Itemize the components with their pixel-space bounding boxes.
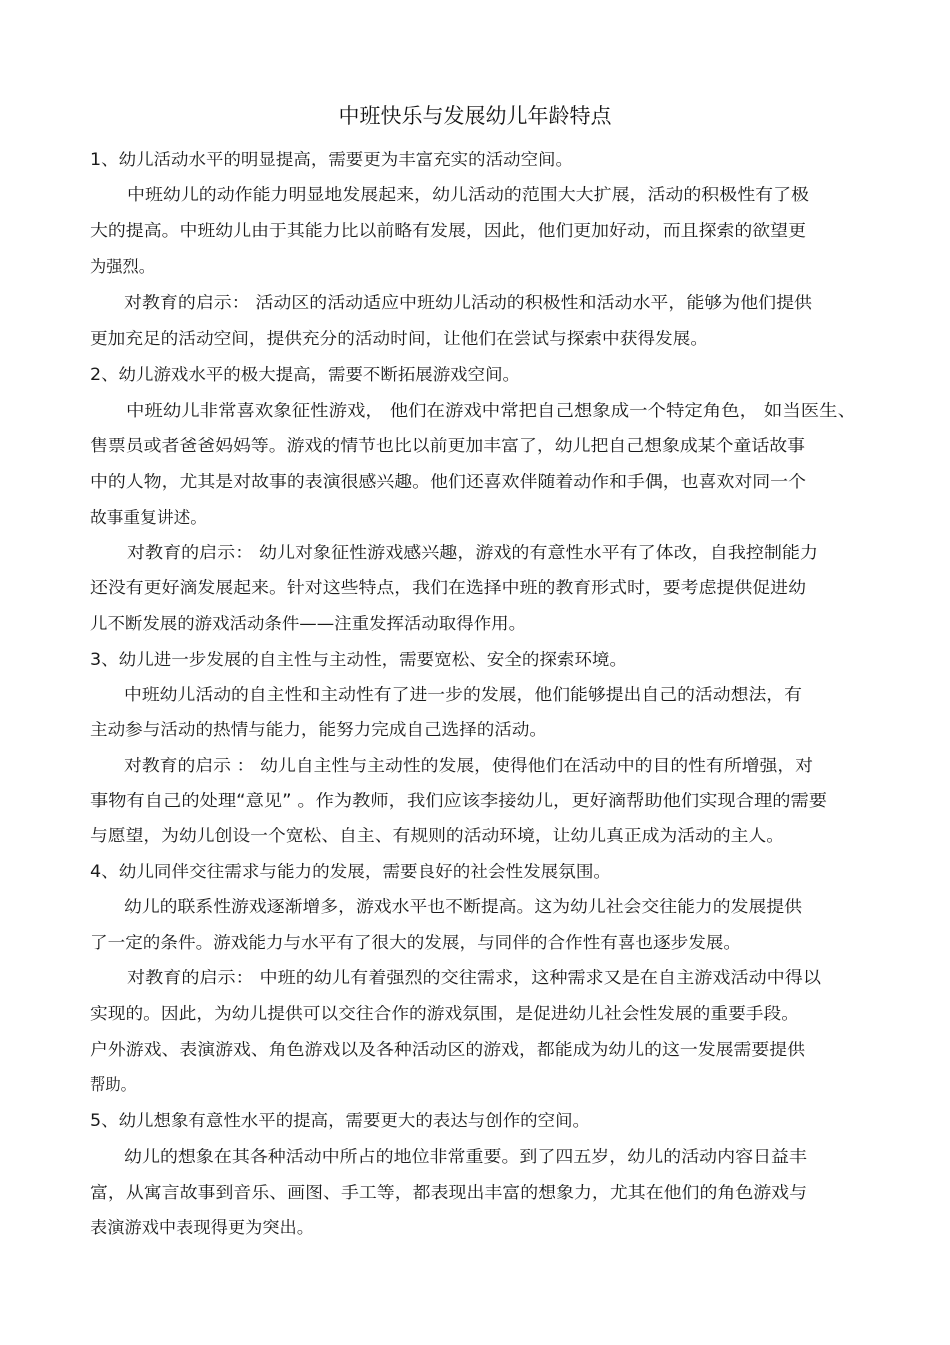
text-line: 了一定的条件。游戏能力与水平有了很大的发展，与同伴的合作性有喜也逐步发展。 (90, 933, 741, 952)
text-line: 帮助。 (90, 1075, 137, 1094)
page-title: 中班快乐与发展幼儿年龄特点 (338, 104, 612, 128)
text-line: 为强烈。 (90, 257, 155, 276)
text-line: 中班幼儿的动作能力明显地发展起来，幼儿活动的范围大大扩展，活动的积极性有了极 (127, 185, 809, 204)
text-line: 3、幼儿进一步发展的自主性与主动性，需要宽松、安全的探索环境。 (90, 650, 627, 669)
text-line: 对教育的启示： 活动区的活动适应中班幼儿活动的积极性和活动水平，能够为他们提供 (124, 293, 813, 312)
text-line: 1、幼儿活动水平的明显提高，需要更为丰富充实的活动空间。 (90, 150, 573, 169)
text-line: 中班幼儿活动的自主性和主动性有了进一步的发展，他们能够提出自己的活动想法，有 (124, 685, 802, 704)
text-line: 故事重复讲述。 (90, 508, 208, 527)
text-line: 富，从寓言故事到音乐、画图、手工等，都表现出丰富的想象力，尤其在他们的角色游戏与 (90, 1183, 808, 1202)
text-line: 事物有自己的处理“意见” 。作为教师，我们应该李接幼儿，更好滴帮助他们实现合理的需要 (90, 791, 828, 810)
text-line: 售票员或者爸爸妈妈等。游戏的情节也比以前更加丰富了，幼儿把自己想象成某个童话故事 (90, 436, 805, 455)
text-line: 更加充足的活动空间，提供充分的活动时间，让他们在尝试与探索中获得发展。 (90, 329, 708, 348)
text-line: 对教育的启示： 幼儿对象征性游戏感兴趣，游戏的有意性水平有了体改，自我控制能力 (127, 543, 818, 562)
text-line: 表演游戏中表现得更为突出。 (90, 1218, 315, 1237)
text-line: 中的人物，尤其是对故事的表演很感兴趣。他们还喜欢伴随着动作和手偶，也喜欢对同一个 (90, 472, 806, 491)
text-line: 主动参与活动的热情与能力，能努力完成自己选择的活动。 (90, 720, 548, 739)
text-line: 实现的。因此，为幼儿提供可以交往合作的游戏氛围，是促进幼儿社会性发展的重要手段。 (90, 1004, 799, 1023)
text-line: 户外游戏、表演游戏、角色游戏以及各种活动区的游戏，都能成为幼儿的这一发展需要提供 (90, 1040, 805, 1059)
text-line: 大的提高。中班幼儿由于其能力比以前略有发展，因此，他们更加好动，而且探索的欲望更 (90, 221, 806, 240)
text-line: 中班幼儿非常喜欢象征性游戏， 他们在游戏中常把自己想象成一个特定角色， 如当医生、 (126, 401, 856, 420)
text-line: 2、幼儿游戏水平的极大提高，需要不断拓展游戏空间。 (90, 365, 520, 384)
text-line: 4、幼儿同伴交往需求与能力的发展，需要良好的社会性发展氛围。 (90, 862, 611, 881)
text-line: 对教育的启示： 中班的幼儿有着强烈的交往需求，这种需求又是在自主游戏活动中得以 (127, 968, 822, 987)
text-line: 5、幼儿想象有意性水平的提高，需要更大的表达与创作的空间。 (90, 1111, 590, 1130)
text-line: 还没有更好滴发展起来。针对这些特点，我们在选择中班的教育形式时，要考虑提供促进幼 (90, 578, 806, 597)
text-line: 儿不断发展的游戏活动条件——注重发挥活动取得作用。 (90, 614, 527, 633)
text-line: 对教育的启示 ： 幼儿自主性与主动性的发展，使得他们在活动中的目的性有所增强，对 (124, 756, 814, 775)
text-line: 幼儿的想象在其各种活动中所占的地位非常重要。到了四五岁，幼儿的活动内容日益丰 (124, 1147, 807, 1166)
text-line: 幼儿的联系性游戏逐渐增多，游戏水平也不断提高。这为幼儿社会交往能力的发展提供 (124, 897, 802, 916)
text-line: 与愿望，为幼儿创设一个宽松、自主、有规则的活动环境，让幼儿真正成为活动的主人。 (90, 826, 785, 845)
